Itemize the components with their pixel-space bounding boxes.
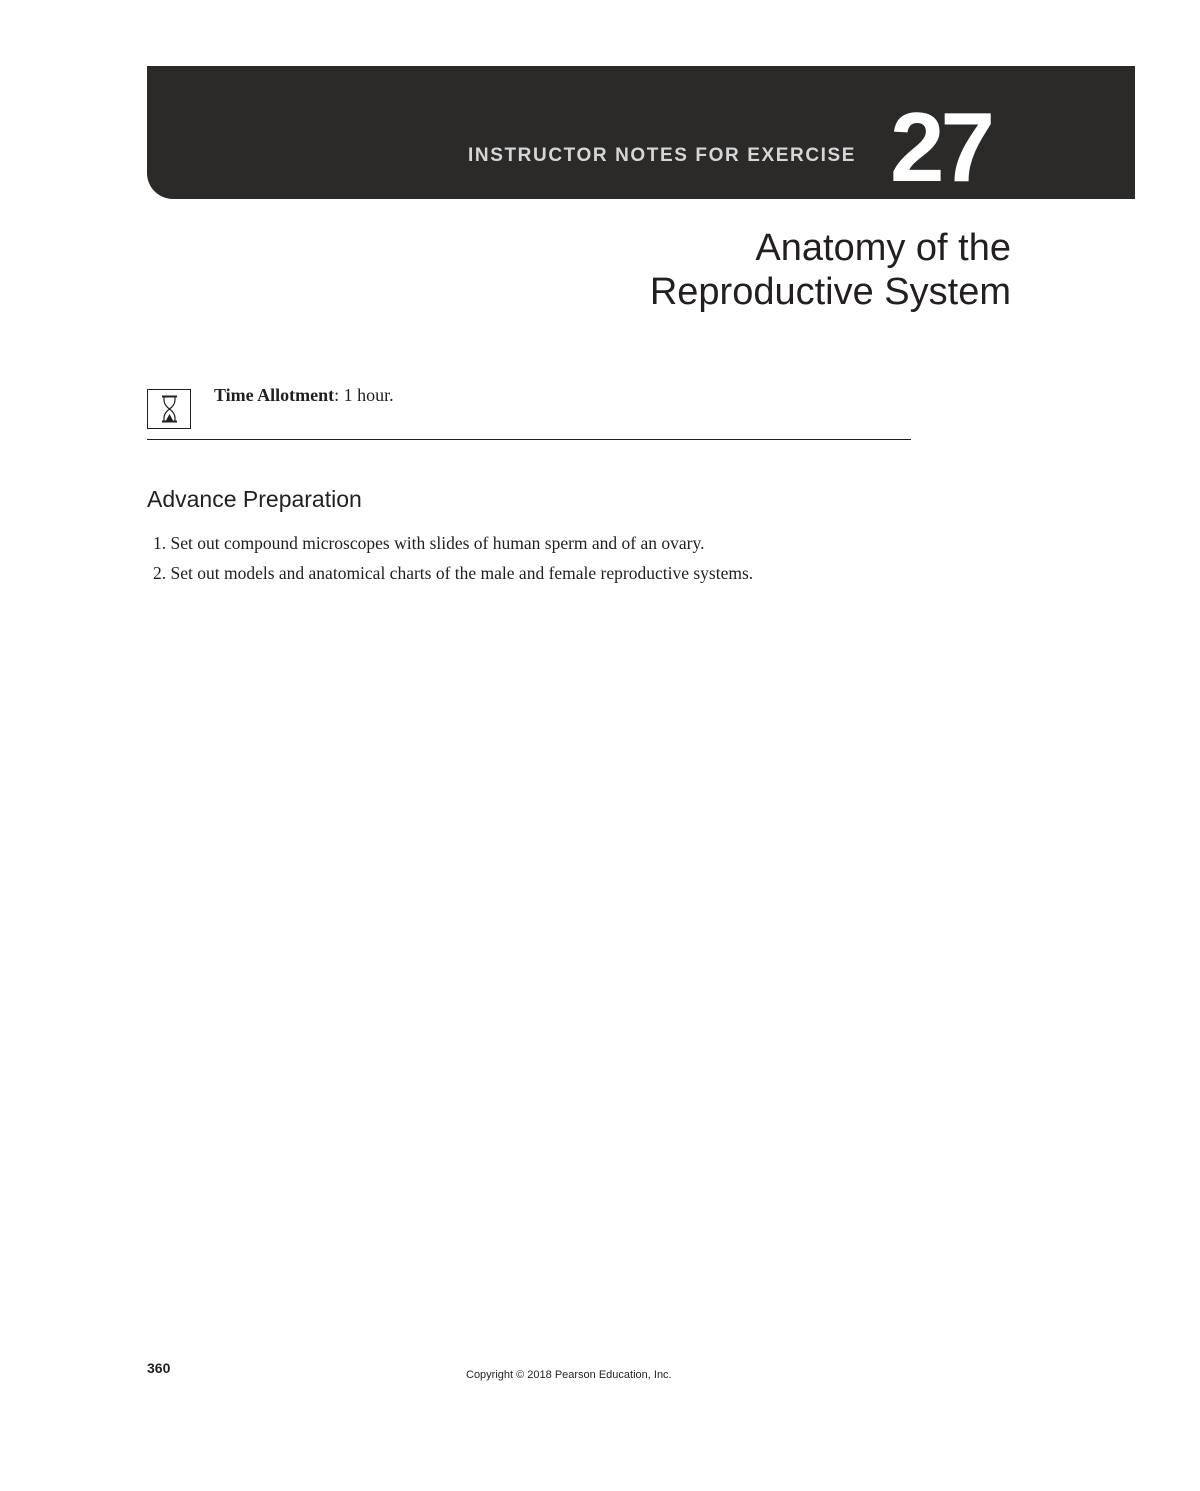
copyright-notice: Copyright © 2018 Pearson Education, Inc. — [466, 1369, 672, 1381]
page-number: 360 — [147, 1360, 171, 1376]
hourglass-icon — [147, 389, 191, 429]
time-allotment — [214, 385, 394, 406]
exercise-number: 27 — [890, 92, 992, 202]
section-heading-advance-preparation: Advance Preparation — [147, 486, 362, 512]
chapter-header-label: INSTRUCTOR NOTES FOR EXERCISE — [468, 145, 857, 166]
list-item: 1. Set out compound microscopes with slides of human sperm and of an ovary. — [153, 533, 705, 553]
title-line-1: Anatomy of the — [755, 227, 1011, 269]
page-title — [650, 226, 1011, 314]
time-allotment-label: Time Allotment — [214, 385, 335, 405]
title-line-2: Reproductive System — [649, 271, 1011, 313]
time-allotment-value: : 1 hour. — [334, 385, 394, 405]
section-divider — [147, 439, 911, 440]
list-item: 2. Set out models and anatomical charts of the male and female reproductive systems. — [153, 563, 754, 583]
advance-preparation-list — [153, 528, 753, 588]
